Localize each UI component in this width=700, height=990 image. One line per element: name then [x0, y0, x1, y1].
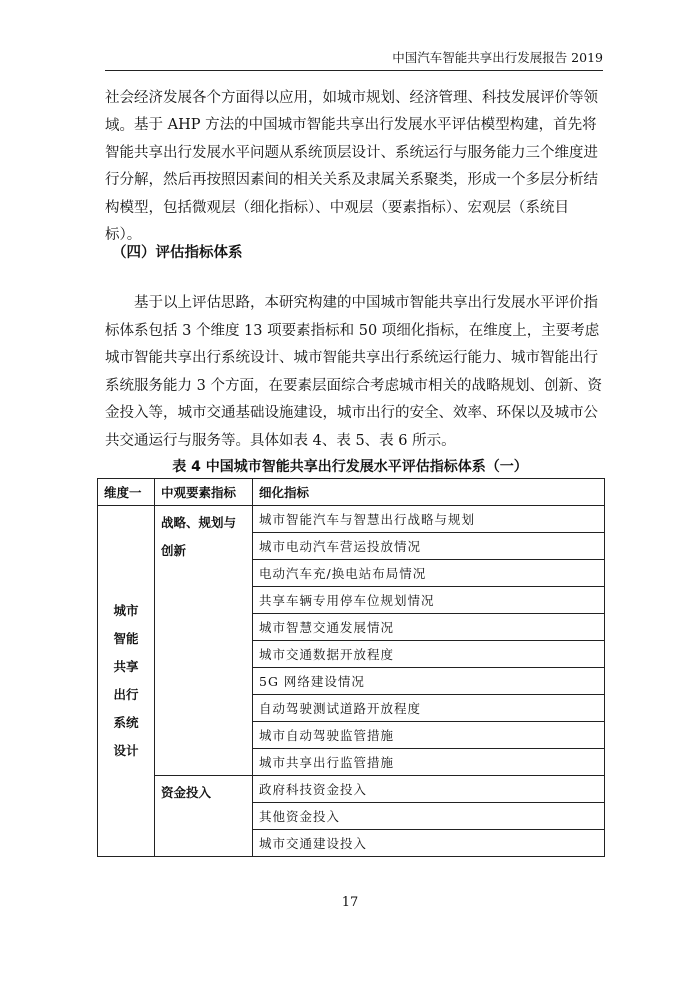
- dimension-cell: 城市智能共享出行系统设计: [98, 506, 155, 857]
- page-header: [105, 48, 603, 71]
- indicator-cell: 城市电动汽车营运投放情况: [253, 533, 605, 560]
- paragraph-1: 社会经济发展各个方面得以应用，如城市规划、经济管理、科技发展评价等领域。: [105, 90, 598, 134]
- header-title: 中国汽车智能共享出行发展报告 2019: [392, 50, 603, 65]
- indicator-cell: 共享车辆专用停车位规划情况: [253, 587, 605, 614]
- table-header-row: [98, 479, 605, 506]
- paragraph-3: 基于以上评估思路，本研究构建的中国城市智能共享出行发展水平评价指标体系包括 3 个维度 13 项要素指标和 50 项细化指标，在维度上，主要考虑城市智能共享出行系统设计、城市智能共享出行系统运行能力、城市智能出行系统服务能力 3 个方面，在要素层面综合考虑城市相关的战略规划、创新、资金投入等，城市交通基础设施建设，城市出行的安全、效率、环保以及城市公共交通运行与服务等。具体如表 4、表 5、表 6 所示。: [105, 295, 602, 449]
- element-cell: 战略、规划与创新: [155, 506, 253, 776]
- header-indicator: 细化指标: [253, 479, 605, 506]
- indicator-table: [97, 478, 605, 857]
- section-heading: （四）评估指标体系: [112, 245, 243, 261]
- table-caption: 表 4 中国城市智能共享出行发展水平评估指标体系（一）: [172, 459, 528, 475]
- indicator-cell: 电动汽车充/换电站布局情况: [253, 560, 605, 587]
- indicator-cell: 政府科技资金投入: [253, 776, 605, 803]
- indicator-cell: 其他资金投入: [253, 803, 605, 830]
- page-number: 17: [341, 895, 359, 910]
- indicator-cell: 城市交通建设投入: [253, 830, 605, 857]
- table-row: [98, 776, 605, 803]
- indicator-cell: 城市智慧交通发展情况: [253, 614, 605, 641]
- indicator-cell: 自动驾驶测试道路开放程度: [253, 695, 605, 722]
- indicator-cell: 城市交通数据开放程度: [253, 641, 605, 668]
- indicator-cell: 城市智能汽车与智慧出行战略与规划: [253, 506, 605, 533]
- paragraph-2: 基于 AHP 方法的中国城市智能共享出行发展水平评估模型构建，首先将智能共享出行发展水平问题从系统顶层设计、系统运行与服务能力三个维度进行分解，然后再按照因素间的相关关系及隶属关系聚类，形成一个多层分析结构模型，包括微观层（细化指标）、中观层（要素指标）、宏观层（系统目标）。: [105, 117, 598, 243]
- element-cell: 资金投入: [155, 776, 253, 857]
- indicator-cell: 城市共享出行监管措施: [253, 749, 605, 776]
- indicator-cell: 5G 网络建设情况: [253, 668, 605, 695]
- indicator-cell: 城市自动驾驶监管措施: [253, 722, 605, 749]
- table-row: [98, 506, 605, 533]
- header-dimension: 维度一: [98, 479, 155, 506]
- header-element: 中观要素指标: [155, 479, 253, 506]
